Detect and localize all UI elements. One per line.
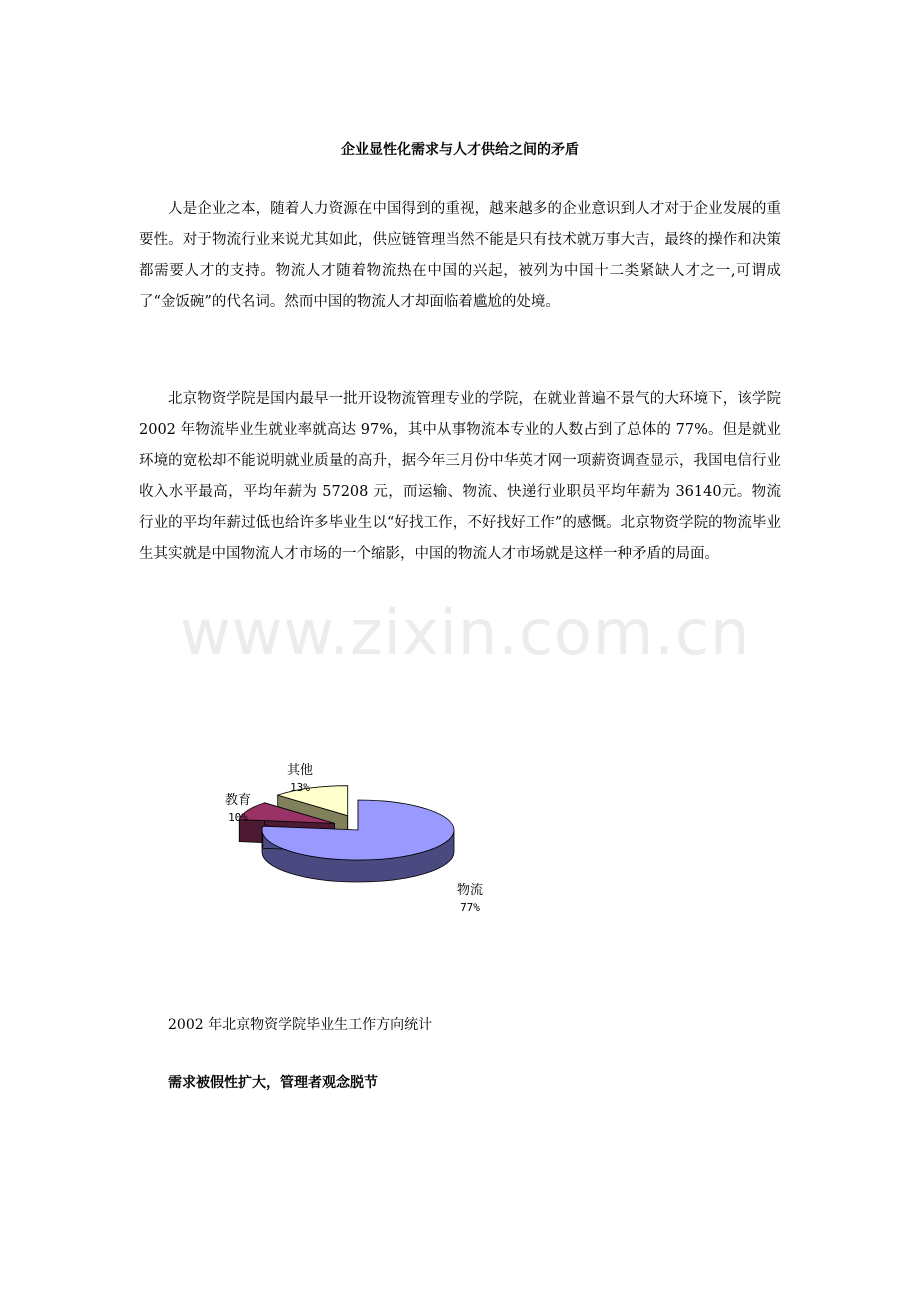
chart-caption: 2002 年北京物资学院毕业生工作方向统计 [168,1017,433,1033]
pie-label-value: 77% [460,901,480,914]
watermark-text: www.zixin.com.cn [180,596,751,669]
body-paragraph: 人是企业之本，随着人力资源在中国得到的重视，越来越多的企业意识到人才对于企业发展的重要性。对于物流行业来说尤其如此，供应链管理当然不能是只有技术就万事大吉，最终的操作和决策都需要人才的支持。物流人才随着物流热在中国的兴起，被列为中国十二类紧缺人才之一,可谓成了“金饭碗”的代名词。然而中国的物流人才却面临着尴尬的处境。 [139,201,781,310]
pie-label-name: 物流 [456,883,484,898]
page-title: 企业显性化需求与人才供给之间的矛盾 [341,142,579,158]
pie-label-value: 10% [228,811,248,824]
pie-label-name: 其他 [286,763,314,778]
pie-chart-svg [218,752,518,932]
pie-label-value: 13% [290,781,310,794]
body-paragraph: 北京物资学院是国内最早一批开设物流管理专业的学院，在就业普遍不景气的大环境下，该学院 2002 年物流毕业生就业率就高达 97%，其中从事物流本专业的人数占到了总体的 77%。但是就业环境的宽松却不能说明就业质量的高升，据今年三月份中华英才网一项薪资调查显示，我国电信行业收入水平最高，平均年薪为 57208 元，而运输、物流、快递行业职员平均年薪为 36140元。物流行业的平均年薪过低也给许多毕业生以“好找工作，不好找好工作”的感慨。北京物资学院的物流毕业生其实就是中国物流人才市场的一个缩影，中国的物流人才市场就是这样一种矛盾的局面。 [139,391,781,562]
pie-label-name: 教育 [224,793,252,808]
pie-chart [218,752,518,932]
section-heading: 需求被假性扩大，管理者观念脱节 [168,1075,378,1091]
